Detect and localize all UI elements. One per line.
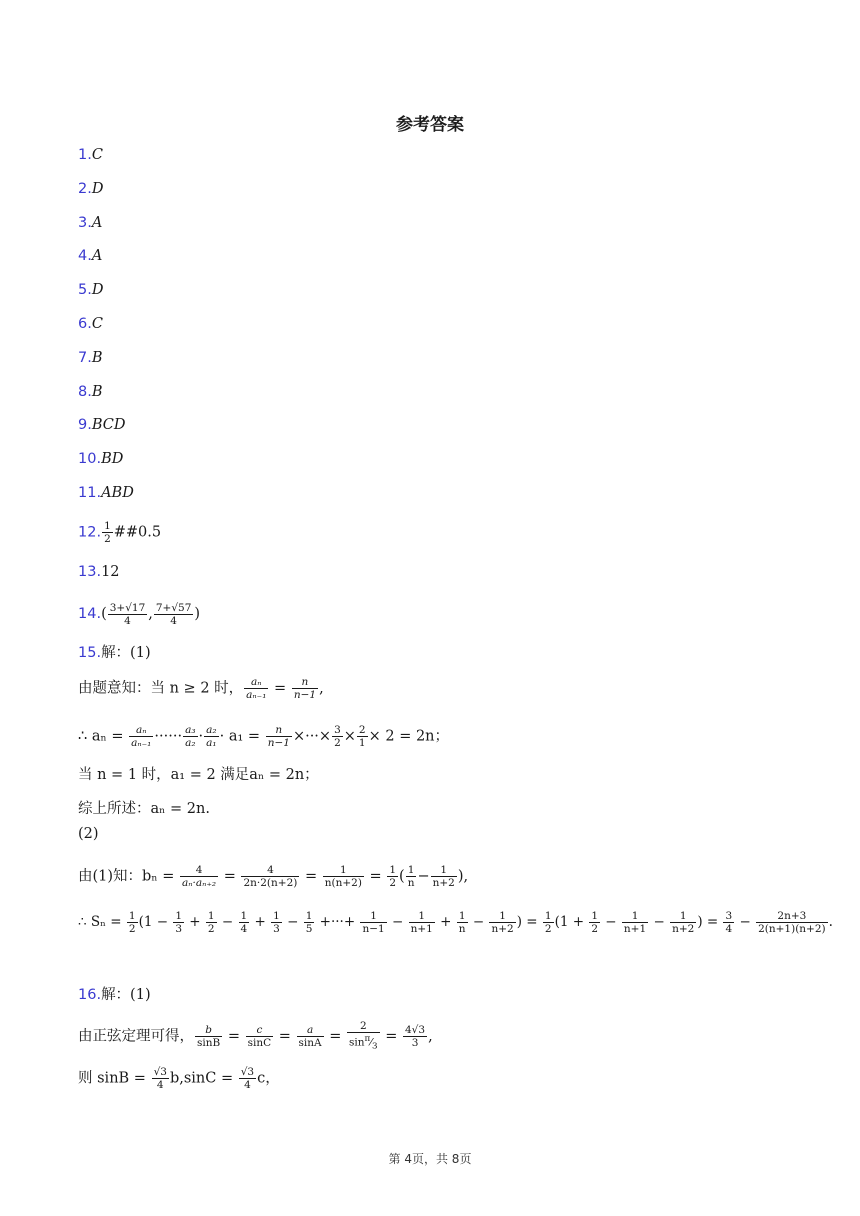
answer-value: A [91, 248, 103, 265]
answer-13 [78, 562, 120, 582]
answer-row [78, 280, 103, 300]
fraction: $\frac{3+√17}{4}$ [109, 601, 146, 627]
answer-value: BCD [91, 417, 126, 434]
answer-value: D [91, 180, 104, 197]
solution-16-line-2: 则 sinB = $\frac{√3}{4}$ b,sinC = $\frac{√3}{4}$ c， [78, 1066, 280, 1091]
answer-number: 16. [78, 987, 102, 1003]
answer-number: 10. [78, 451, 102, 468]
answer-number: 12. [78, 524, 102, 541]
solution-16-heading: 16.解：(1) [78, 987, 151, 1003]
answer-number: 14. [78, 606, 102, 622]
answer-number: 13. [78, 564, 102, 580]
answer-value: C [91, 147, 103, 163]
page-title: 参考答案 [396, 115, 464, 135]
solution-15-line-6: ∴ Sₙ = $\frac{1}{2}$ (1 − $\frac{1}{3}$ + $\frac{1}{2}$ − $\frac{1}{4}$ + $\frac{1}{3}$ − $\frac{1}{5}$ +···+ $\frac{1}{n-1}$ − $\frac{1}{n+1}$ + $\frac{1}{n}$ − $\frac{1}{n+2}$ ) = $\frac{1}{2}$ (1 + $\frac{1}{2}$ − $\frac{1}{n+1}$ − $\frac{1}{n+2}$ ) = $\frac{3}{4}$ − $\frac{2n+3}{2(n+1)(n+2)}$ . [78, 910, 833, 935]
answer-value: ##0.5 [113, 524, 162, 541]
answer-value: 12 [101, 564, 120, 580]
answer-number: 3. [78, 214, 92, 231]
answer-value: ABD [101, 485, 134, 501]
answer-row [78, 213, 102, 233]
answer-number: 15. [78, 645, 102, 661]
solution-15-line-2: ∴ aₙ = $\frac{\text{aₙ}}{\text{aₙ₋₁}}$ ······ $\frac{\text{a₃}}{\text{a₂}}$ · $\frac{\text{a₂}}{\text{a₁}}$ · a₁ = $\frac{n}{n-1}$ ×···× $\frac{3}{2}$ × $\frac{2}{1}$ × 2 = 2n； [78, 724, 450, 749]
answer-value: A [91, 214, 103, 231]
solution-15-line-5: 由(1)知：bₙ = $\frac{4}{\text{aₙ·aₙ₊₂}}$ = $\frac{4}{2n\cdot 2(n+2)}$ = $\frac{1}{n(n+2)}$ = $\frac{1}{2}$ ( $\frac{1}{n}$ − $\frac{1}{n+2}$ ), [78, 864, 469, 889]
fraction: $\frac{7+√57}{4}$ [155, 601, 192, 627]
answer-row [78, 314, 103, 334]
solution-15-line-4: 综上所述：aₙ = 2n. [78, 801, 210, 817]
answer-number: 4. [78, 248, 92, 265]
answer-value: C [91, 316, 103, 332]
answer-value: B [91, 383, 103, 400]
solution-16-line-1: 由正弦定理可得， $\frac{b}{\sin B}$ = $\frac{c}{\sin C}$ = $\frac{a}{\sin A}$ = $\frac{2}{\sin^\pi⁄_3}$ = $\frac{4√3}{3}$ , [78, 1020, 433, 1052]
answer-row [78, 382, 103, 402]
solution-15-line-1: 由题意知：当 n ≥ 2 时， $\frac{\text{aₙ}}{\text{aₙ₋₁}}$ = $\frac{n}{n-1}$ , [78, 676, 324, 701]
answer-number: 2. [78, 180, 92, 197]
solution-15-part-2: (2) [78, 826, 99, 842]
answer-number: 1. [78, 147, 92, 163]
answer-row [78, 246, 102, 266]
answer-number: 8. [78, 383, 92, 400]
answer-value: BD [101, 451, 124, 468]
answer-row [78, 415, 126, 435]
fraction: $\frac{1}{2}$ [104, 520, 111, 545]
answer-value: D [91, 282, 104, 299]
answer-row [78, 449, 123, 469]
answer-row [78, 179, 103, 199]
answer-number: 11. [78, 485, 102, 501]
answer-number: 9. [78, 417, 92, 434]
page-footer: 第 4页，共 8页 [388, 1152, 472, 1166]
answer-number: 6. [78, 316, 92, 332]
answer-row [78, 483, 134, 503]
answer-number: 7. [78, 349, 92, 366]
answer-row [78, 348, 103, 368]
answer-value: B [91, 349, 103, 366]
answer-14: 14.( $\frac{3+√17}{4}$ , $\frac{7+√57}{4}$ ) [78, 601, 201, 627]
answer-12 [78, 520, 162, 545]
solution-15-line-3: 当 n = 1 时，a₁ = 2 满足aₙ = 2n； [78, 767, 319, 783]
answer-number: 5. [78, 282, 92, 299]
answer-row [78, 145, 103, 165]
solution-15-heading: 15.解：(1) [78, 645, 151, 661]
